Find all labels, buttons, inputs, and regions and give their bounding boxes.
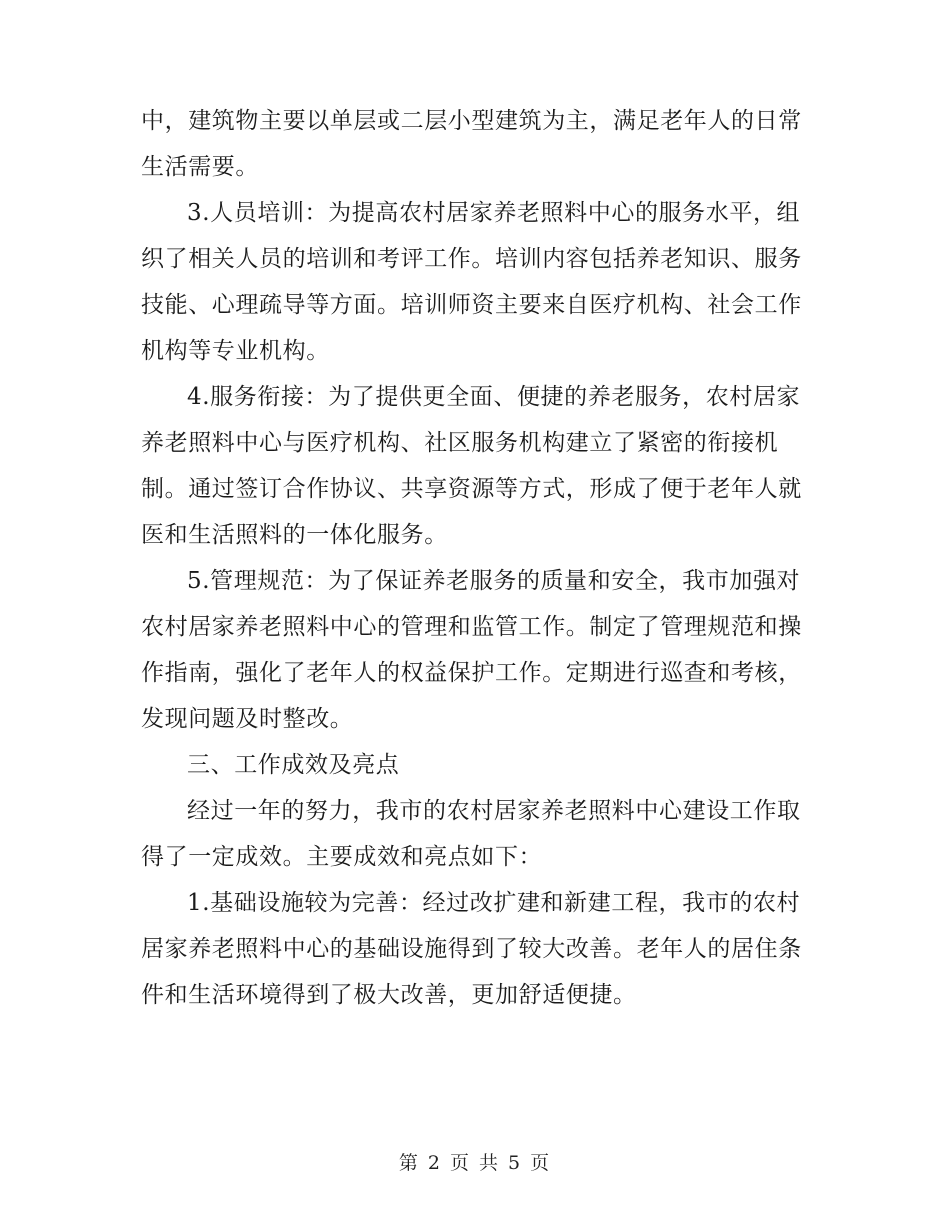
text-line: 机构等专业机构。	[141, 338, 330, 364]
paragraph-results-intro	[141, 788, 809, 880]
paragraph-staff-training	[141, 190, 809, 374]
text-line: 发现问题及时整改。	[141, 706, 354, 732]
text-line: 中，建筑物主要以单层或二层小型建筑为主，满足老年人的日常	[141, 108, 802, 134]
page-number-footer: 第 2 页 共 5 页	[398, 1152, 552, 1174]
text-line: 得了一定成效。主要成效和亮点如下：	[141, 844, 543, 870]
text-line: 医和生活照料的一体化服务。	[141, 522, 448, 548]
document-body	[141, 98, 809, 1018]
paragraph-facilities	[141, 880, 809, 1018]
text-line: 居家养老照料中心的基础设施得到了较大改善。老年人的居住条	[141, 936, 802, 962]
text-line: 经过一年的努力，我市的农村居家养老照料中心建设工作取	[187, 798, 801, 824]
heading-line: 三、工作成效及亮点	[187, 752, 400, 778]
text-line: 件和生活环境得到了极大改善，更加舒适便捷。	[141, 982, 637, 1008]
text-line: 4.服务衔接：为了提供更全面、便捷的养老服务，农村居家	[187, 384, 801, 410]
text-line: 制。通过签订合作协议、共享资源等方式，形成了便于老年人就	[141, 476, 802, 502]
text-line: 农村居家养老照料中心的管理和监管工作。制定了管理规范和操	[141, 614, 802, 640]
paragraph-management	[141, 558, 809, 742]
paragraph-service-linkage	[141, 374, 809, 558]
text-line: 生活需要。	[141, 154, 259, 180]
text-line: 1.基础设施较为完善：经过改扩建和新建工程，我市的农村	[187, 890, 801, 916]
section-heading	[141, 742, 809, 788]
text-line: 3.人员培训：为提高农村居家养老照料中心的服务水平，组	[187, 200, 801, 226]
text-line: 技能、心理疏导等方面。培训师资主要来自医疗机构、社会工作	[141, 292, 802, 318]
paragraph-continuation	[141, 98, 809, 190]
text-line: 作指南，强化了老年人的权益保护工作。定期进行巡查和考核，	[141, 660, 802, 686]
text-line: 5.管理规范：为了保证养老服务的质量和安全，我市加强对	[187, 568, 801, 594]
text-line: 养老照料中心与医疗机构、社区服务机构建立了紧密的衔接机	[141, 430, 779, 456]
text-line: 织了相关人员的培训和考评工作。培训内容包括养老知识、服务	[141, 246, 802, 272]
